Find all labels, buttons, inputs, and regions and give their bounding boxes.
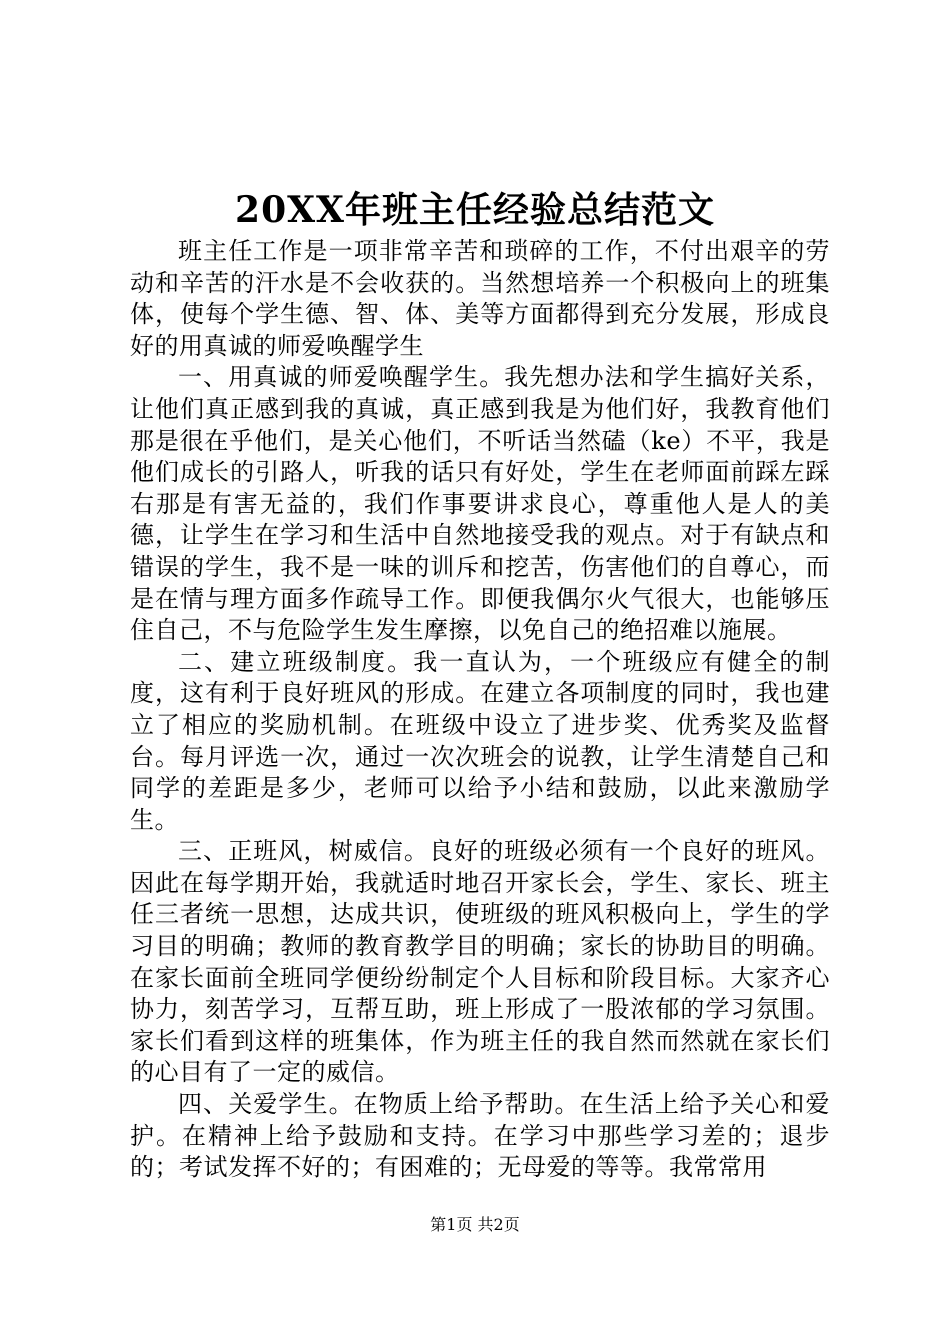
paragraph-intro: 班主任工作是一项非常辛苦和琐碎的工作，不付出艰辛的劳动和辛苦的汗水是不会收获的。当然想培养一个积极向上的班集体，使每个学生德、智、体、美等方面都得到充分发展，形成良好的用真诚的师爱唤醒学生 (130, 237, 830, 360)
paragraph-section-2: 二、建立班级制度。我一直认为，一个班级应有健全的制度，这有利于良好班风的形成。在建立各项制度的同时，我也建立了相应的奖励机制。在班级中设立了进步奖、优秀奖及监督台。每月评选一次，通过一次次班会的说教，让学生清楚自己和同学的差距是多少，老师可以给予小结和鼓励，以此来激励学生。 (130, 647, 830, 834)
page-footer: 第1页 共2页 (430, 1215, 520, 1234)
document-title: 20XX年班主任经验总结范文 (235, 189, 715, 231)
paragraph-section-4: 四、关爱学生。在物质上给予帮助。在生活上给予关心和爱护。在精神上给予鼓励和支持。在学习中那些学习差的；退步的；考试发挥不好的；有困难的；无母爱的等等。我常常用 (130, 1090, 830, 1182)
document-body (130, 236, 830, 1184)
paragraph-section-1: 一、用真诚的师爱唤醒学生。我先想办法和学生搞好关系，让他们真正感到我的真诚，真正感到我是为他们好，我教育他们那是很在乎他们，是关心他们，不听话当然磕（ke）不平，我是他们成长的引路人，听我的话只有好处，学生在老师面前踩左踩右那是有害无益的，我们作事要讲求良心，尊重他人是人的美德，让学生在学习和生活中自然地接受我的观点。对于有缺点和错误的学生，我不是一味的训斥和挖苦，伤害他们的自尊心，而是在情与理方面多作疏导工作。即便我偶尔火气很大，也能够压住自己，不与危险学生发生摩擦，以免自己的绝招难以施展。 (130, 363, 830, 645)
paragraph-section-3: 三、正班风，树威信。良好的班级必须有一个良好的班风。因此在每学期开始，我就适时地召开家长会，学生、家长、班主任三者统一思想，达成共识，使班级的班风积极向上，学生的学习目的明确；教师的教育教学目的明确；家长的协助目的明确。在家长面前全班同学便纷纷制定个人目标和阶段目标。大家齐心协力，刻苦学习，互帮互助，班上形成了一股浓郁的学习氛围。家长们看到这样的班集体，作为班主任的我自然而然就在家长们的心目有了一定的威信。 (130, 837, 830, 1087)
